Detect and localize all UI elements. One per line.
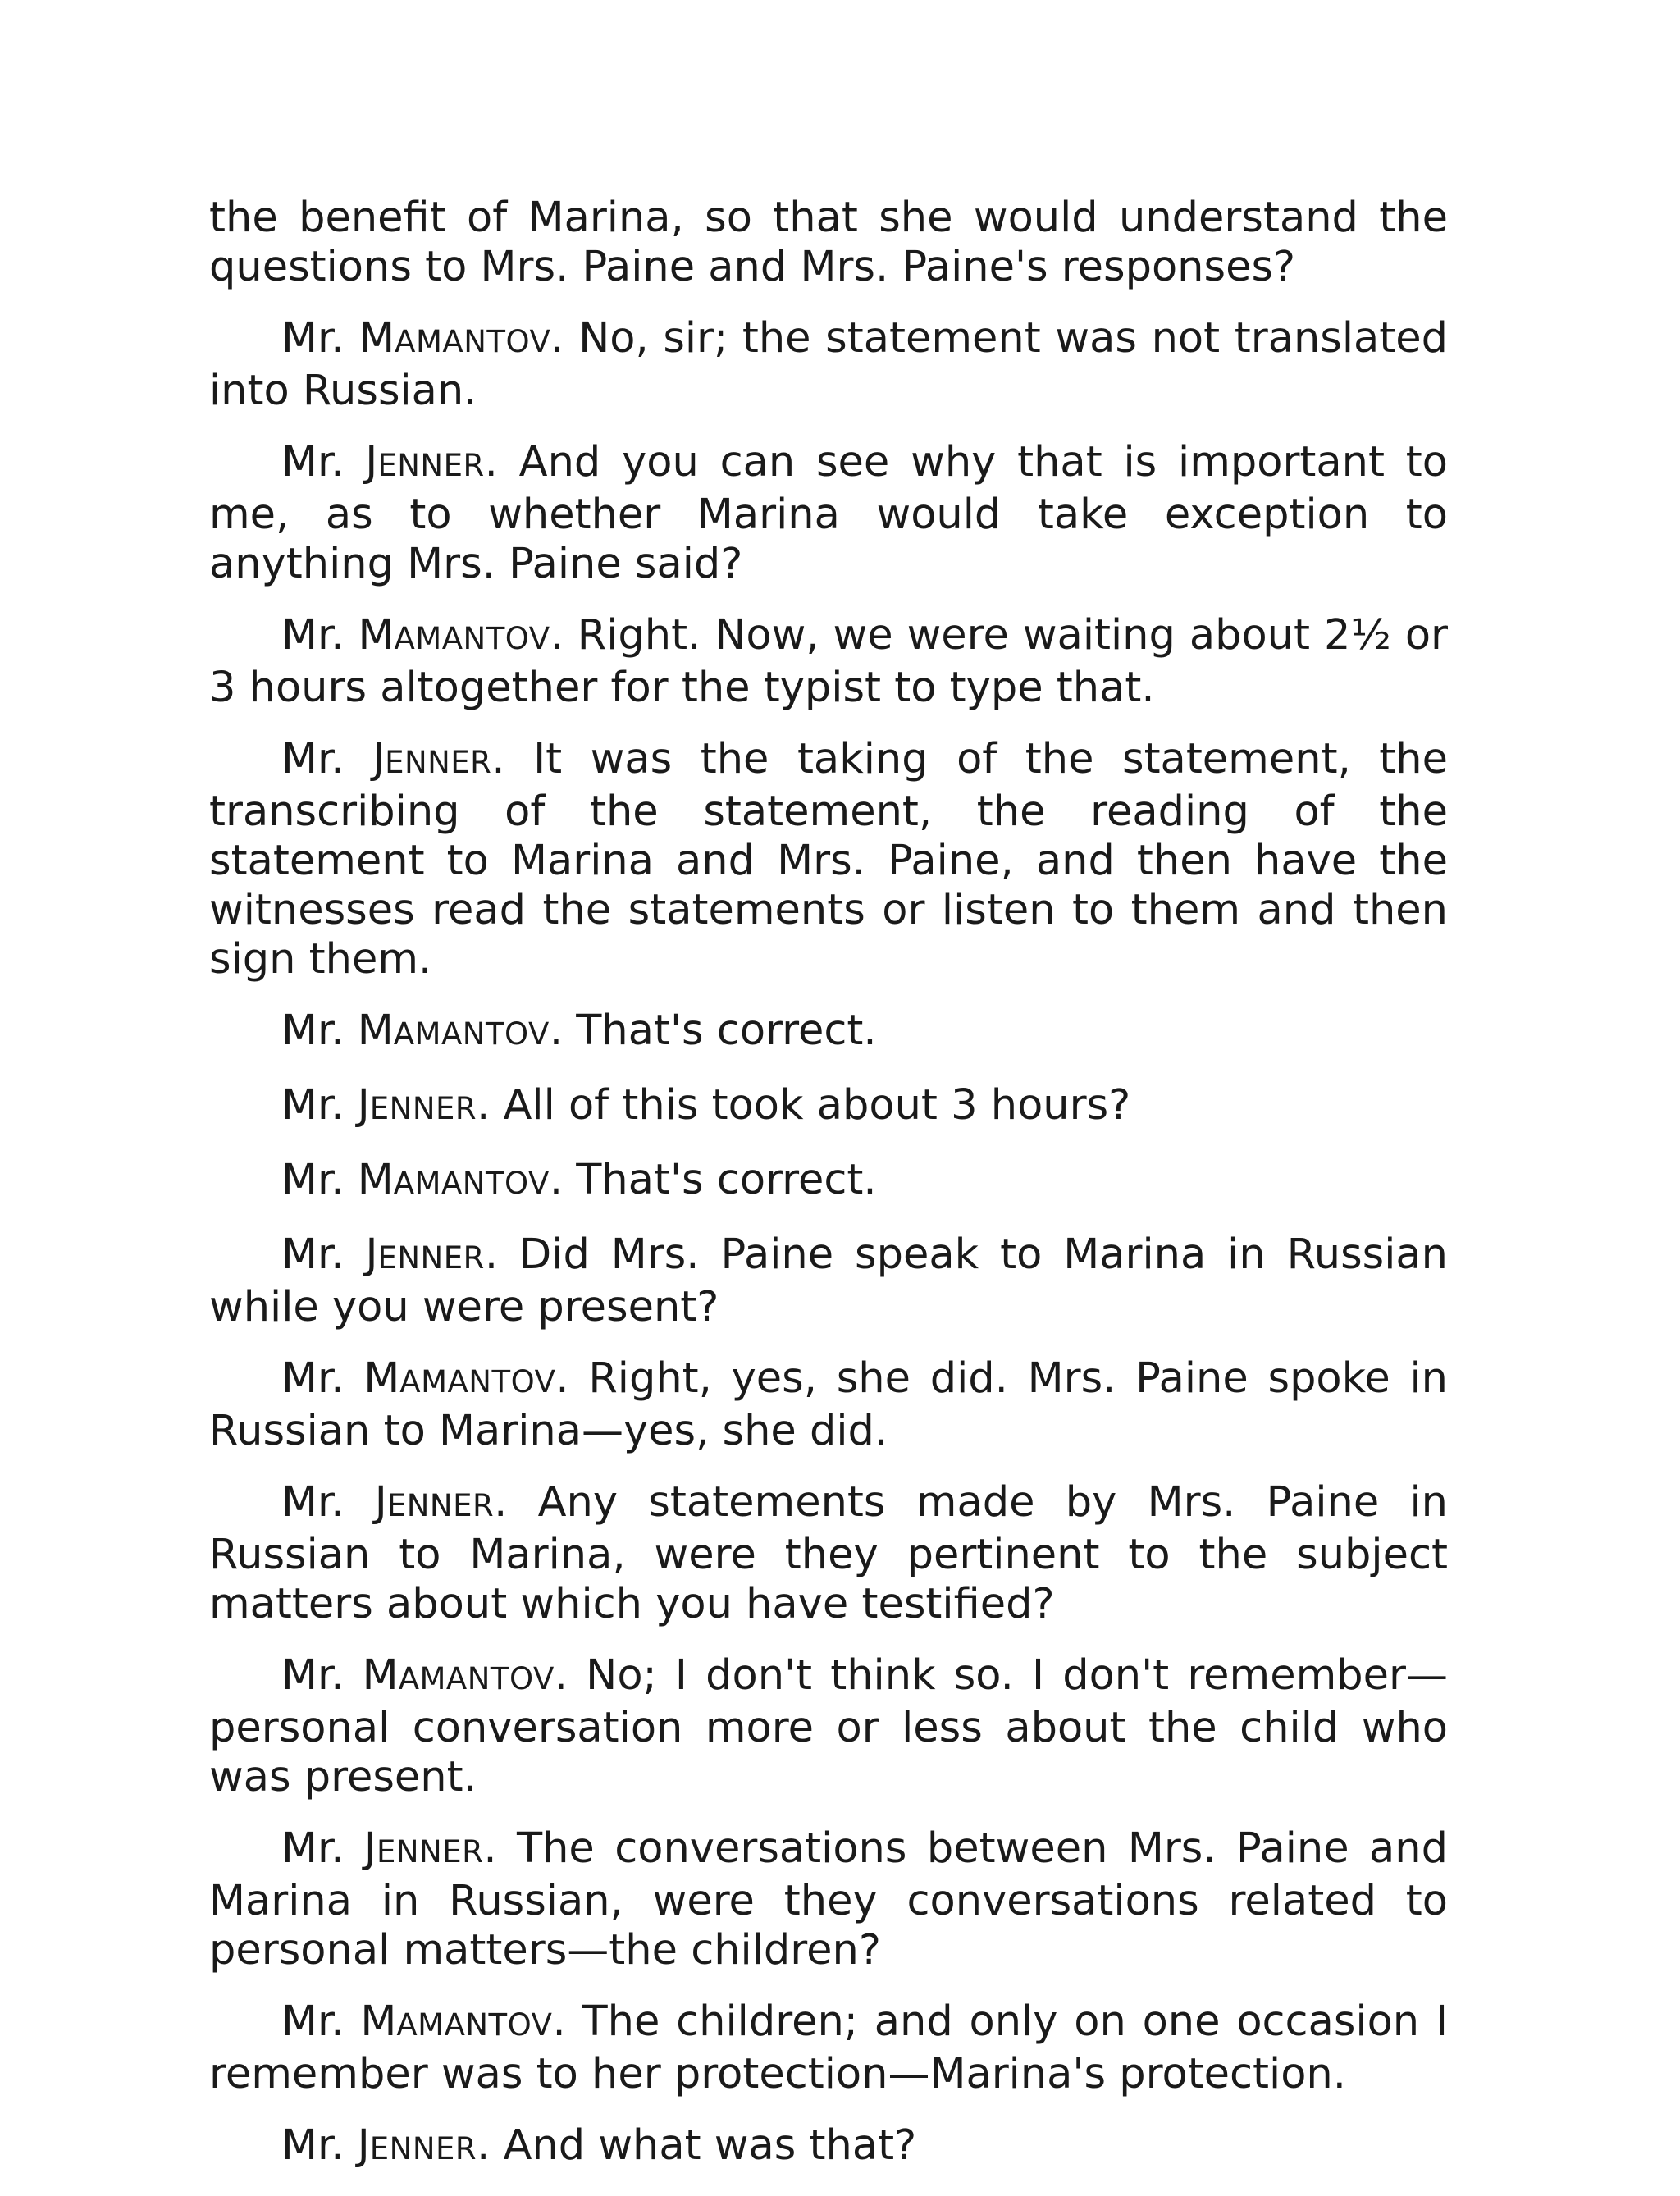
testimony-paragraph-jenner bbox=[209, 438, 1448, 589]
paragraph-text: . Any statements made by Mrs. Paine in Russian to Marina, were they pertinent to the subject matters about which you have testified? bbox=[209, 1478, 1448, 1628]
paragraph-text: . The children; and only on one occasion I remember was to her protection—Marina's protection. bbox=[209, 1997, 1448, 2098]
speaker-name: Mr. MAMANTOV bbox=[281, 1156, 550, 1204]
paragraph-text: . And you can see why that is important to me, as to whether Marina would take exception to anything Mrs. Paine said? bbox=[209, 438, 1448, 588]
paragraph-text: . It was the taking of the statement, the transcribing of the statement, the reading of the statement to Marina and Mrs. Paine, and then have the witnesses read the statements or listen to them and then sign them. bbox=[209, 735, 1448, 984]
speaker-name: Mr. MAMANTOV bbox=[281, 314, 551, 363]
speaker-name: Mr. JENNER bbox=[281, 1081, 477, 1130]
speaker-name: Mr. JENNER bbox=[281, 2121, 477, 2170]
testimony-paragraph-mamantov bbox=[209, 1007, 1448, 1059]
paragraph-text: . The conversations between Mrs. Paine and Marina in Russian, were they conversations related to personal matters—the children? bbox=[209, 1824, 1448, 1975]
paragraph-text: the benefit of Marina, so that she would understand the questions to Mrs. Paine and Mrs. Paine's responses? bbox=[209, 194, 1448, 291]
testimony-paragraph-jenner bbox=[209, 1081, 1448, 1134]
speaker-name: Mr. JENNER bbox=[281, 438, 485, 486]
speaker-name: Mr. MAMANTOV bbox=[281, 611, 550, 660]
testimony-paragraph-mamantov bbox=[209, 1997, 1448, 2099]
speaker-name: Mr. JENNER bbox=[281, 1230, 485, 1279]
paragraph-text: . No, sir; the statement was not translated into Russian. bbox=[209, 314, 1449, 415]
paragraph-text: . Right, yes, she did. Mrs. Paine spoke in Russian to Marina—yes, she did. bbox=[209, 1354, 1448, 1455]
paragraph-text: . Did Mrs. Paine speak to Marina in Russian while you were present? bbox=[209, 1230, 1448, 1331]
paragraph-text: . No; I don't think so. I don't remember—personal conversation more or less about the child who was present. bbox=[209, 1651, 1448, 1801]
testimony-paragraph-mamantov bbox=[209, 314, 1448, 416]
paragraph-text: . That's correct. bbox=[549, 1156, 877, 1204]
paragraph-text: . And what was that? bbox=[477, 2121, 917, 2170]
speaker-name: Mr. JENNER bbox=[281, 1478, 495, 1527]
testimony-paragraph-mamantov bbox=[209, 1354, 1448, 1456]
testimony-paragraph-jenner bbox=[209, 735, 1448, 984]
paragraph-text: . Right. Now, we were waiting about 2½ or 3 hours altogether for the typist to type that. bbox=[209, 611, 1448, 712]
testimony-paragraph-jenner bbox=[209, 1230, 1448, 1332]
testimony-paragraph-mamantov bbox=[209, 1651, 1448, 1802]
testimony-paragraph-mamantov bbox=[209, 611, 1448, 713]
speaker-name: Mr. JENNER bbox=[281, 735, 492, 783]
testimony-paragraph-jenner bbox=[209, 1478, 1448, 1629]
testimony-paragraph-jenner bbox=[209, 2121, 1448, 2174]
testimony-paragraph-jenner bbox=[209, 1824, 1448, 1975]
speaker-name: Mr. MAMANTOV bbox=[281, 1651, 555, 1700]
continuation-paragraph bbox=[209, 194, 1448, 292]
paragraph-text: . That's correct. bbox=[549, 1007, 877, 1055]
speaker-name: Mr. JENNER bbox=[281, 1824, 484, 1873]
speaker-name: Mr. MAMANTOV bbox=[281, 1007, 550, 1055]
speaker-name: Mr. MAMANTOV bbox=[281, 1354, 556, 1403]
paragraph-text: . All of this took about 3 hours? bbox=[477, 1081, 1131, 1130]
testimony-paragraph-mamantov bbox=[209, 1156, 1448, 1208]
transcript-page bbox=[209, 194, 1448, 2196]
speaker-name: Mr. MAMANTOV bbox=[281, 1997, 553, 2046]
